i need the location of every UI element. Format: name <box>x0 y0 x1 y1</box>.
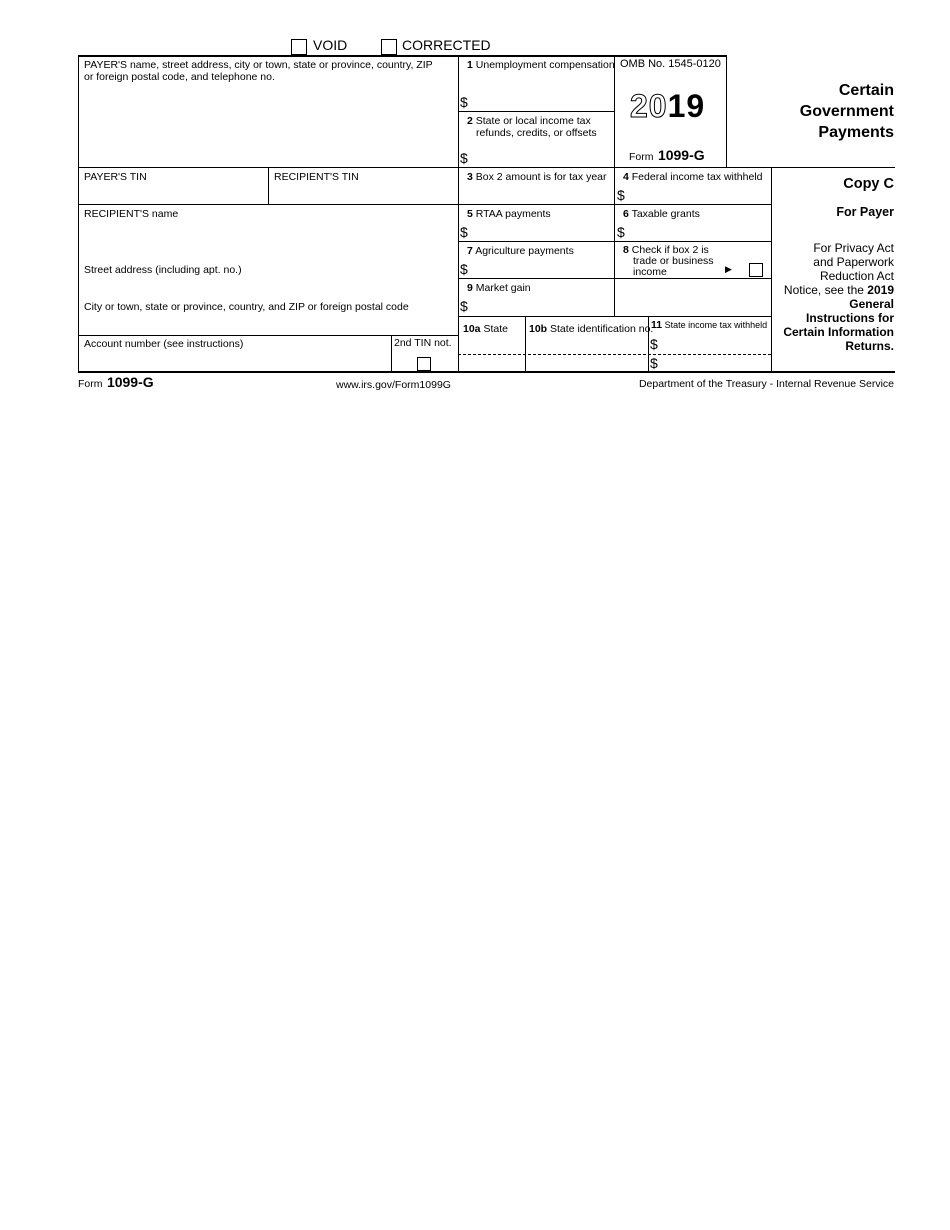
row-line-316 <box>458 316 771 317</box>
dashed-line-state <box>458 354 771 355</box>
tax-year-bold: 19 <box>667 88 706 124</box>
payer-tin-label: PAYER'S TIN <box>84 171 147 183</box>
footer-form-name: Form 1099-G <box>78 374 154 390</box>
box7-label: 7 Agriculture payments <box>467 245 574 257</box>
box10a-label: 10a State <box>463 323 508 335</box>
row-line-204 <box>78 204 772 205</box>
footer-department: Department of the Treasury - Internal Revenue Service <box>638 378 894 390</box>
box10b-field-1[interactable] <box>527 337 646 353</box>
box8-arrow-icon: ▶ <box>725 264 732 274</box>
row-line-241 <box>458 241 771 242</box>
box1-label: 1 Unemployment compensation <box>467 59 615 71</box>
recipient-name-field[interactable] <box>80 221 456 257</box>
box3-field[interactable] <box>462 185 612 202</box>
box2-label-2: refunds, credits, or offsets <box>476 127 597 139</box>
box9-field[interactable] <box>470 297 612 314</box>
col-line-268 <box>268 167 269 204</box>
second-tin-label: 2nd TIN not. <box>394 337 452 349</box>
box11-dollar-1: $ <box>650 336 658 352</box>
omb-number: OMB No. 1545-0120 <box>620 58 721 70</box>
box8-checkbox[interactable] <box>749 263 763 277</box>
street-address-field[interactable] <box>80 277 456 295</box>
box10a-field-2[interactable] <box>460 356 523 370</box>
box11-dollar-2: $ <box>650 355 658 371</box>
box7-dollar: $ <box>460 261 468 277</box>
corrected-checkbox[interactable] <box>381 39 397 55</box>
box2-label: 2 State or local income tax <box>467 115 591 127</box>
box11-label: 11 State income tax withheld <box>651 319 768 331</box>
box8-label: 8 Check if box 2 is trade or business income <box>623 244 714 278</box>
box4-field[interactable] <box>627 186 769 202</box>
tax-year <box>630 88 705 124</box>
row-line-335 <box>78 335 458 336</box>
street-address-label: Street address (including apt. no.) <box>84 264 242 276</box>
account-number-field[interactable] <box>80 351 389 369</box>
payer-name-label: PAYER'S name, street address, city or town, state or province, country, ZIP <box>84 59 433 71</box>
bottom-border <box>78 371 895 373</box>
box7-field[interactable] <box>470 260 612 276</box>
col-line-458 <box>458 55 459 372</box>
col-line-726 <box>726 55 727 167</box>
box2-dollar: $ <box>460 150 468 166</box>
recipient-tin-label: RECIPIENT'S TIN <box>274 171 359 183</box>
row-line-278 <box>458 278 771 279</box>
box10a-field-1[interactable] <box>460 337 523 353</box>
top-border <box>78 55 726 57</box>
account-number-label: Account number (see instructions) <box>84 338 244 350</box>
box1-field[interactable] <box>470 93 612 109</box>
box5-label: 5 RTAA payments <box>467 208 551 220</box>
box5-field[interactable] <box>470 223 612 239</box>
corrected-label: CORRECTED <box>402 37 491 53</box>
recipient-name-label: RECIPIENT'S name <box>84 208 179 220</box>
col-line-771 <box>771 167 772 372</box>
left-border <box>78 55 79 372</box>
row-line-111 <box>458 111 614 112</box>
privacy-notice: For Privacy Act and Paperwork Reduction Act Notice, see the 2019 General Instructions for Certain Information Returns. <box>783 241 894 353</box>
box5-dollar: $ <box>460 224 468 240</box>
box11-field-1[interactable] <box>660 336 769 352</box>
row-line-167 <box>78 167 895 168</box>
void-label: VOID <box>313 37 348 53</box>
void-checkbox[interactable] <box>291 39 307 55</box>
box3-label: 3 Box 2 amount is for tax year <box>467 171 607 183</box>
payer-name-field[interactable] <box>80 84 456 166</box>
copy-title: Copy C <box>843 176 894 192</box>
second-tin-checkbox[interactable] <box>417 357 431 371</box>
box10b-label: 10b State identification no. <box>529 323 654 335</box>
payer-name-label-2: or foreign postal code, and telephone no. <box>84 71 275 83</box>
box9-dollar: $ <box>460 298 468 314</box>
box11-field-2[interactable] <box>660 356 769 370</box>
box4-dollar: $ <box>617 187 625 203</box>
box2-field[interactable] <box>470 149 612 165</box>
city-field[interactable] <box>80 314 456 333</box>
form-title: Certain Government Payments <box>799 82 894 141</box>
footer-url: www.irs.gov/Form1099G <box>336 379 451 391</box>
payer-tin-field[interactable] <box>80 184 266 202</box>
tax-year-outline: 20 <box>630 88 668 124</box>
copy-for-payer: For Payer <box>836 205 894 219</box>
omb-form-name: Form 1099-G <box>629 147 705 163</box>
box6-field[interactable] <box>627 223 769 239</box>
box6-dollar: $ <box>617 224 625 240</box>
city-label: City or town, state or province, country, and ZIP or foreign postal code <box>84 301 409 313</box>
recipient-tin-field[interactable] <box>270 184 456 202</box>
box4-label: 4 Federal income tax withheld <box>623 171 763 183</box>
box10b-field-2[interactable] <box>527 356 646 370</box>
box1-dollar: $ <box>460 94 468 110</box>
col-line-391 <box>391 335 392 372</box>
box6-label: 6 Taxable grants <box>623 208 700 220</box>
box9-label: 9 Market gain <box>467 282 531 294</box>
col-line-525 <box>525 316 526 372</box>
